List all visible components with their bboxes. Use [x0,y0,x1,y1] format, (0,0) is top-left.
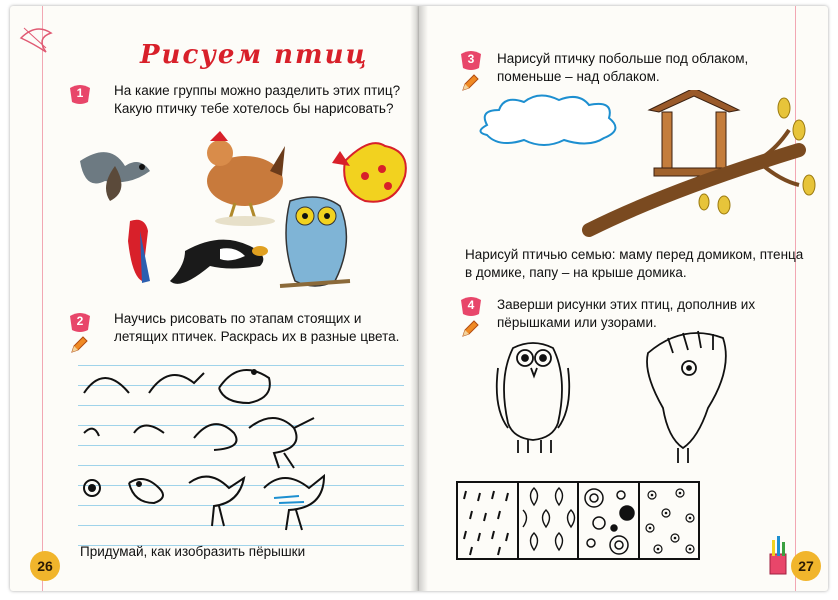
feeder-icon [649,90,739,176]
magpie-icon [170,240,268,284]
task-number: 3 [467,52,475,66]
task-number-badge [68,84,92,104]
page-number: 26 [30,551,60,581]
task-number: 4 [467,298,475,312]
family-task-text: Нарисуй птичью семью: маму перед домиком, птенца в домике, папу – на крыше домика. [465,247,804,280]
peacock-outline-icon [647,331,726,463]
flower-pattern-swatch [640,483,699,558]
drawing-steps-illustration [74,358,404,538]
owl-outline-icon [497,343,570,453]
outline-birds-illustration [483,328,783,468]
branch-icon [589,150,799,230]
task4-text: Заверши рисунки этих птиц, дополнив их пёрышками или узорами. [497,297,756,330]
leaf-pattern-swatch [519,483,580,558]
birds-illustration [70,131,410,301]
pencil-icon [461,320,479,338]
task-number-badge [459,50,483,70]
birdhouse-illustration [469,90,819,240]
margin-line [42,6,43,591]
task-number: 1 [76,86,84,100]
corner-ribbon-icon [16,18,56,54]
task-number: 2 [76,314,84,328]
circle-pattern-swatch [579,483,640,558]
open-workbook [10,6,828,591]
sparrow-icon [80,152,150,201]
toy-rooster-icon [332,143,406,202]
task1-text: На какие группы можно разделить этих птиц? Какую птичку тебе хотелось бы нарисовать? [114,83,401,116]
task2-text: Научись рисовать по этапам стоящих и летящих птичек. Раскрась их в разные цвета. [114,311,400,344]
right-page [419,6,828,591]
task-number-badge [459,296,483,316]
owl-icon [280,197,350,286]
pencil-cup-icon [764,536,792,576]
page-title: Рисуем птиц [140,40,369,70]
left-page [10,6,419,591]
pattern-swatches [456,481,700,560]
footer-instruction: Придумай, как изобразить пёрышки [80,544,306,559]
hen-icon [207,131,285,226]
page-number: 27 [791,551,821,581]
parrot-icon [128,220,150,283]
dash-pattern-swatch [458,483,519,558]
task-number-badge [68,312,92,332]
task3-text: Нарисуй птичку побольше под облаком, поменьше – над облаком. [497,51,749,84]
cloud-icon [481,95,616,145]
